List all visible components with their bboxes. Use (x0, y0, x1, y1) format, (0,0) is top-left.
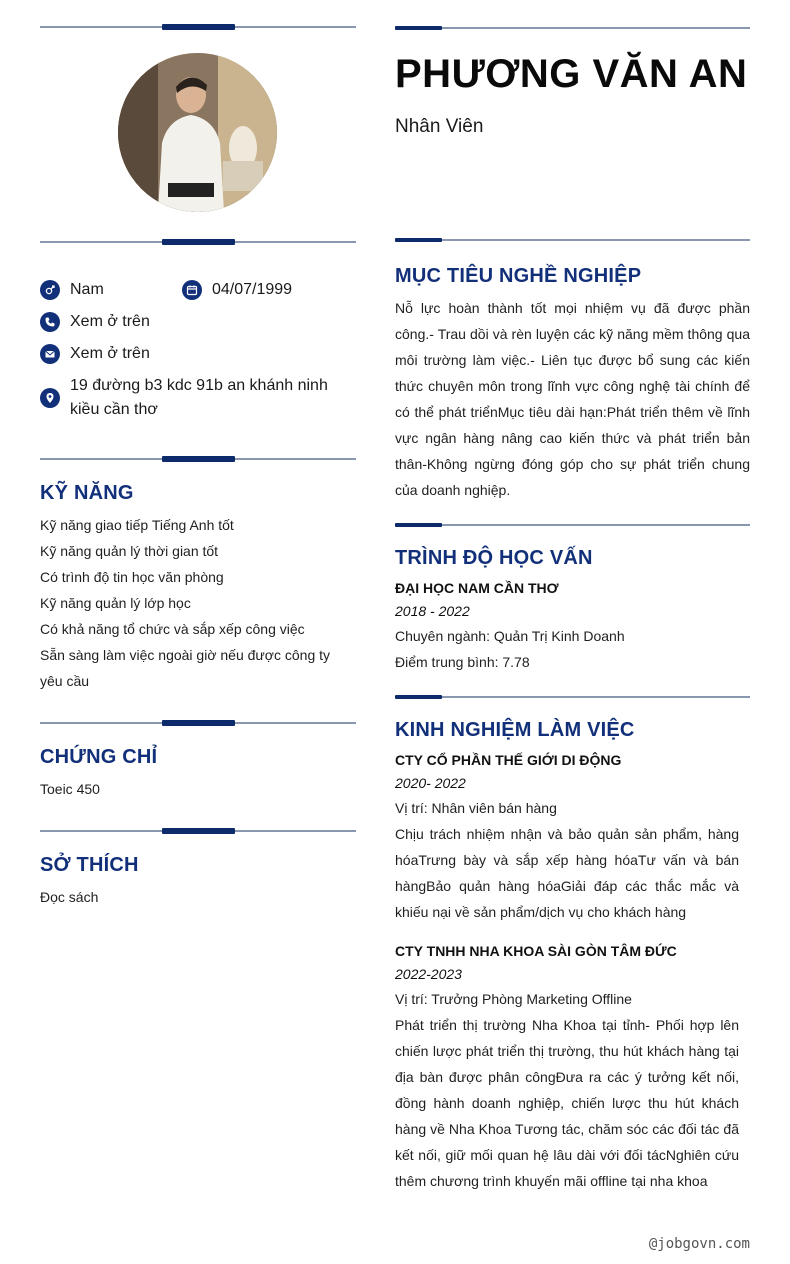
job-period: 2022-2023 (395, 966, 462, 982)
birthdate-text: 04/07/1999 (212, 281, 293, 298)
skill-item: Kỹ năng quản lý thời gian tốt (40, 543, 219, 559)
job-company: CTY TNHH NHA KHOA SÀI GÒN TÂM ĐỨC (395, 943, 677, 959)
right-divider-education (395, 524, 750, 527)
right-divider-objective (395, 239, 750, 242)
phone-text: Xem ở trên (70, 313, 150, 330)
skills-heading: KỸ NĂNG (40, 482, 134, 504)
skill-item: Có trình độ tin học văn phòng (40, 569, 224, 585)
skill-item: Sẵn sàng làm việc ngoài giờ nếu được công ty yêu cầu (40, 647, 331, 689)
gender-icon (40, 280, 60, 300)
right-divider-top (395, 27, 750, 30)
skills-list (40, 512, 356, 694)
education-gpa: Điểm trung bình: 7.78 (395, 654, 530, 670)
candidate-name: PHƯƠNG VĂN AN (395, 52, 748, 96)
skill-item: Có khả năng tổ chức và sắp xếp công việc (40, 621, 305, 637)
gender-text: Nam (70, 281, 104, 298)
hobby-item: Đọc sách (40, 889, 99, 905)
certificates-heading: CHỨNG CHỈ (40, 746, 158, 768)
education-heading: TRÌNH ĐỘ HỌC VẤN (395, 547, 593, 569)
left-divider-contact (40, 241, 356, 244)
job-description: Phát triển thị trường Nha Khoa tại tỉnh- Phối hợp lên chiến lược phát triển thị trường, thu hút khách hàng tại địa bàn được phân côngĐưa ra các ý tưởng kết nối, đồng hành doanh nghiệp, chiến lược thu hút khách hàng về Nha Khoa Tương tác, chăm sóc các đối tác đã kết nối, giữ mối quan hệ lâu dài với đối tácNghiên cứu thêm chương trình khuyến mãi offline tại nha khoa (395, 1017, 739, 1189)
experience-heading: KINH NGHIỆM LÀM VIỆC (395, 719, 635, 741)
education-major: Chuyên ngành: Quản Trị Kinh Doanh (395, 628, 625, 644)
left-divider-skills (40, 458, 356, 461)
email-text: Xem ở trên (70, 345, 150, 362)
objective-heading: MỤC TIÊU NGHỀ NGHIỆP (395, 265, 642, 287)
right-divider-experience (395, 696, 750, 699)
job-company: CTY CỔ PHẦN THẾ GIỚI DI ĐỘNG (395, 752, 622, 768)
phone-icon (40, 312, 60, 332)
certificates-list (40, 776, 356, 802)
left-divider-certificates (40, 722, 356, 725)
mail-icon (40, 344, 60, 364)
avatar (118, 53, 277, 212)
job-position: Vị trí: Trưởng Phòng Marketing Offline (395, 991, 632, 1007)
job-period: 2020- 2022 (395, 775, 466, 791)
education-period: 2018 - 2022 (395, 603, 470, 619)
avatar-photo (118, 53, 277, 212)
watermark: @jobgovn.com (648, 1236, 750, 1252)
calendar-icon (182, 280, 202, 300)
job-position: Vị trí: Nhân viên bán hàng (395, 800, 557, 816)
education-school: ĐẠI HỌC NAM CẦN THƠ (395, 580, 559, 596)
hobbies-heading: SỞ THÍCH (40, 854, 139, 876)
candidate-role: Nhân Viên (395, 116, 484, 137)
objective-text: Nỗ lực hoàn thành tốt mọi nhiệm vụ đã được phần công.- Trau dồi và rèn luyện các kỹ năng mềm thông qua môi trường làm việc.- Liên tục được bổ sung các kiến thức chuyên môn trong lĩnh vực công nghệ tài chính để có thể phát triểnMục tiêu dài hạn:Phát triển thêm về lĩnh vực ngân hàng nâng cao kiến thức và phát triển bản thân-Không ngừng đóng góp cho sự phát triển chung của doanh nghiệp. (395, 300, 750, 498)
job-description: Chịu trách nhiệm nhận và bảo quản sản phẩm, hàng hóaTrưng bày và sắp xếp hàng hóaTư vấn và bán hàngBảo quản hàng hóaGiải đáp các thắc mắc và khiếu nại về sản phẩm/dịch vụ cho khách hàng (395, 826, 739, 920)
location-pin-icon (40, 388, 60, 408)
skill-item: Kỹ năng giao tiếp Tiếng Anh tốt (40, 517, 234, 533)
left-divider-hobbies (40, 830, 356, 833)
left-divider-top (40, 26, 356, 29)
address-text: 19 đường b3 kdc 91b an khánh ninh kiều cần thơ (70, 377, 328, 418)
skill-item: Kỹ năng quản lý lớp học (40, 595, 191, 611)
certificate-item: Toeic 450 (40, 781, 100, 797)
hobbies-list (40, 884, 356, 910)
